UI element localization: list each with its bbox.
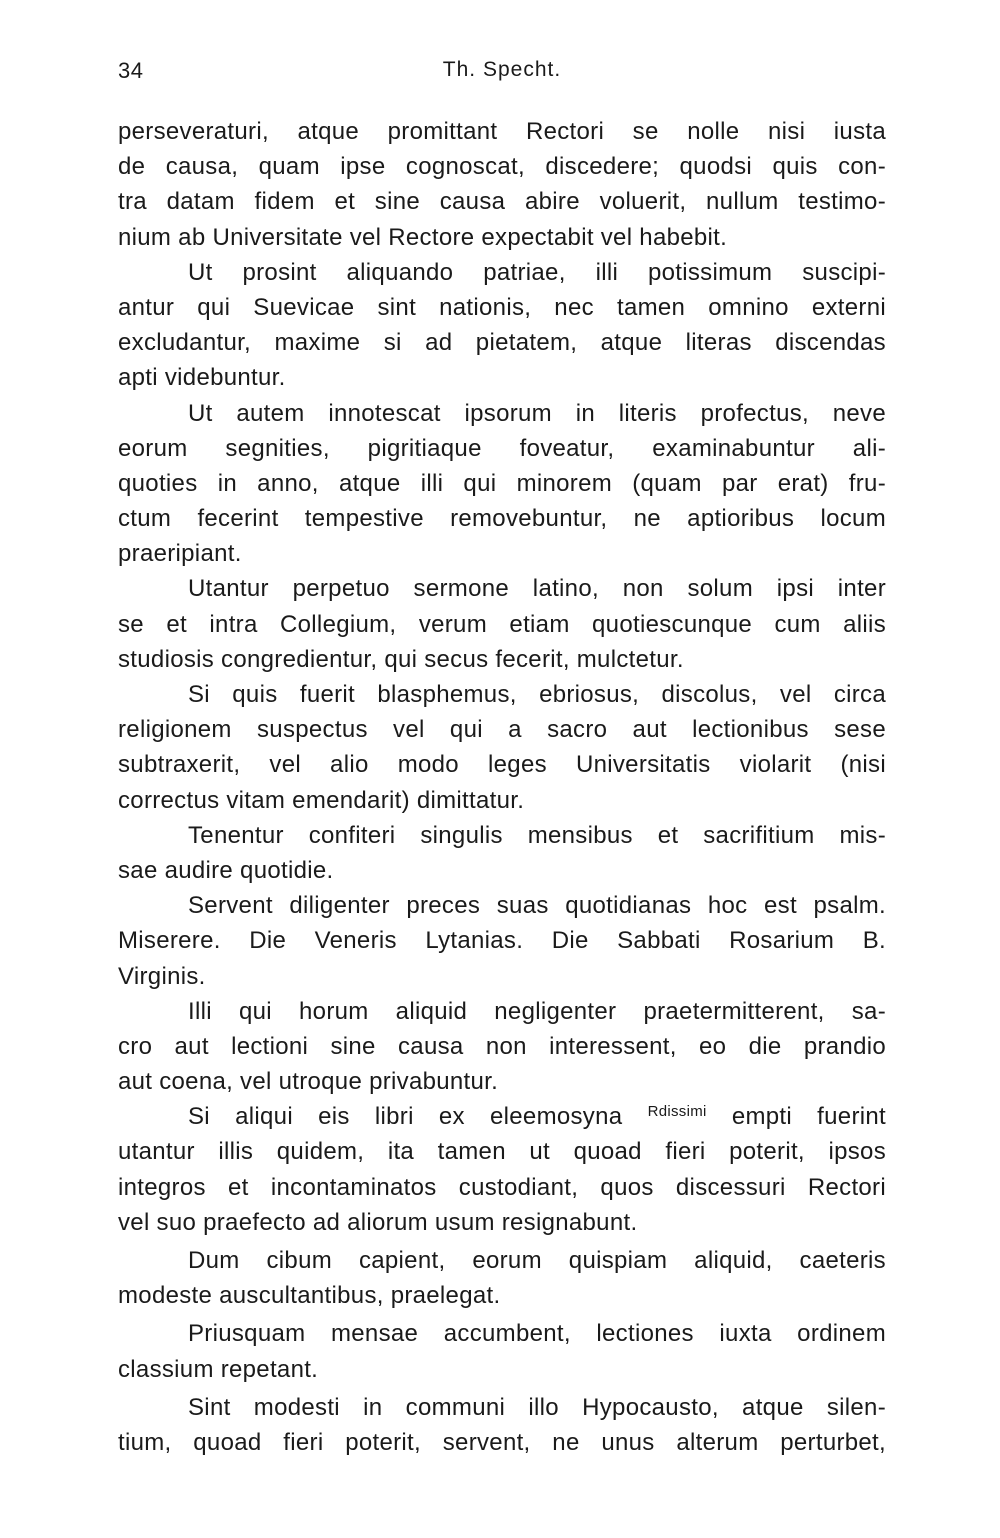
page-number: 34 (118, 58, 144, 83)
text-line: perseveraturi, atque promittant Rectori se nolle nisi iusta (118, 118, 886, 145)
line-start: Si aliqui eis libri ex eleemosyna (188, 1103, 648, 1131)
text-line: Miserere. Die Veneris Lytanias. Die Sabbati Rosarium B. (118, 927, 886, 955)
text-line: Priusquam mensae accumbent, lectiones iuxta ordinem (188, 1320, 886, 1348)
page-header (118, 58, 886, 88)
text-line: Ut prosint aliquando patriae, illi potissimum suscipi- (188, 258, 886, 286)
text-line: Si quis fuerit blasphemus, ebriosus, discolus, vel circa (188, 681, 886, 708)
text-line: se et intra Collegium, verum etiam quotiescunque cum aliis (118, 610, 886, 638)
line-end: empti fuerint (706, 1103, 886, 1131)
text-line: correctus vitam emendarit) dimittatur. (118, 786, 525, 814)
text-line: subtraxerit, vel alio modo leges Universitatis violarit (nisi (118, 751, 886, 779)
text-line: vel suo praefecto ad aliorum usum resignabunt. (118, 1208, 638, 1236)
text-line: classium repetant. (118, 1355, 319, 1383)
text-line: de causa, quam ipse cognoscat, discedere; quodsi quis con- (118, 153, 886, 181)
text-line: religionem suspectus vel qui a sacro aut lectionibus sese (118, 716, 886, 744)
text-line: Servent diligenter preces suas quotidianas hoc est psalm. (188, 892, 886, 920)
text-line: modeste auscultantibus, praelegat. (118, 1282, 501, 1310)
text-line: tra datam fidem et sine causa abire voluerit, nullum testimo- (118, 188, 886, 216)
text-line: antur qui Suevicae sint nationis, nec tamen omnino externi (118, 293, 886, 321)
superscript-abbreviation: Rdissimi (647, 1103, 707, 1121)
text-line: ctum fecerint tempestive removebuntur, ne aptioribus locum (118, 505, 886, 533)
text-line: quoties in anno, atque illi qui minorem (quam par erat) fru- (118, 469, 886, 497)
text-line: Ut autem innotescat ipsorum in literis profectus, neve (188, 399, 886, 427)
text-line: utantur illis quidem, ita tamen ut quoad fieri poterit, ipsos (118, 1138, 886, 1166)
text-line: studiosis congredientur, qui secus fecerit, mulctetur. (118, 645, 684, 673)
text-line: cro aut lectioni sine causa non interessent, eo die prandio (118, 1032, 886, 1060)
text-line: excludantur, maxime si ad pietatem, atque literas discendas (118, 329, 886, 357)
text-line: eorum segnities, pigritiaque foveatur, examinabuntur ali- (118, 434, 886, 462)
text-line: nium ab Universitate vel Rectore expectabit vel habebit. (118, 223, 728, 251)
text-line: Utantur perpetuo sermone latino, non solum ipsi inter (188, 575, 886, 603)
text-line: Virginis. (118, 962, 206, 990)
running-head: Th. Specht. (442, 58, 562, 81)
text-line-with-abbreviation (118, 1099, 886, 1134)
text-line: praeripiant. (118, 540, 242, 568)
text-line: Illi qui horum aliquid negligenter praetermitterent, sa- (188, 997, 886, 1025)
text-line: integros et incontaminatos custodiant, quos discessuri Rectori (118, 1173, 886, 1201)
text-line: Dum cibum capient, eorum quispiam aliquid, caeteris (188, 1247, 886, 1274)
text-line: apti videbuntur. (118, 364, 286, 392)
text-line: tium, quoad fieri poterit, servent, ne unus alterum perturbet, (118, 1428, 886, 1456)
text-line: Sint modesti in communi illo Hypocausto, atque silen- (188, 1393, 886, 1421)
text-line: Tenentur confiteri singulis mensibus et sacrifitium mis- (188, 821, 886, 849)
text-line: aut coena, vel utroque privabuntur. (118, 1068, 499, 1096)
body-text (118, 114, 886, 1460)
text-line: sae audire quotidie. (118, 856, 334, 884)
